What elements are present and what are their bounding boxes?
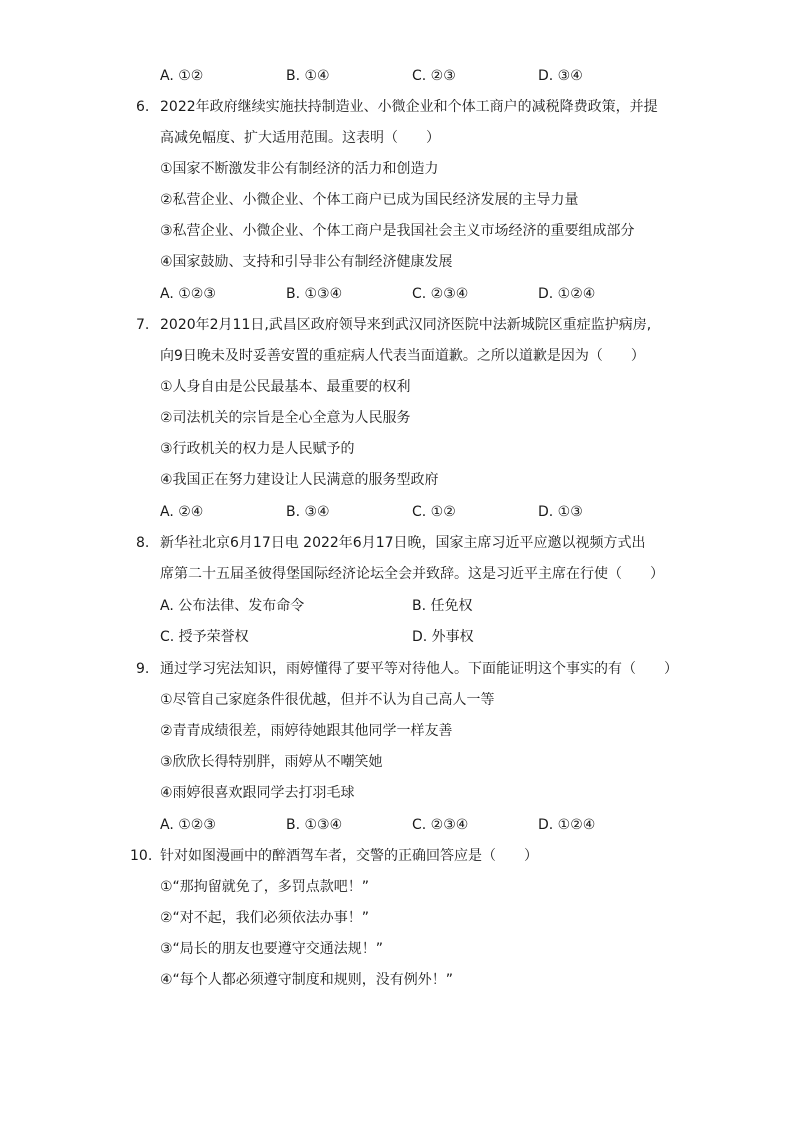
- statement-item: ④雨婷很喜欢跟同学去打羽毛球: [160, 785, 355, 801]
- option-c: C. ②③: [412, 68, 456, 84]
- option-b: B. ①③④: [286, 286, 343, 302]
- option-b: B. ①④: [286, 68, 330, 84]
- option-d: D. 外事权: [412, 629, 474, 645]
- statement-item: ④“每个人都必须遵守制度和规则，没有例外！”: [160, 972, 454, 988]
- statement-item: ①国家不断激发非公有制经济的活力和创造力: [160, 161, 439, 177]
- answer-options: [160, 815, 620, 835]
- question-stem: 2020年2月11日,武昌区政府领导来到武汉同济医院中法新城院区重症监护病房,: [160, 317, 652, 333]
- option-d: D. ①②④: [538, 286, 596, 302]
- question-stem: 2022年政府继续实施扶持制造业、小微企业和个体工商户的减税降费政策，并提: [160, 99, 658, 115]
- answer-options: [160, 502, 620, 522]
- statement-item: ③行政机关的权力是人民赋予的: [160, 441, 355, 457]
- question-number: 9.: [136, 661, 150, 677]
- prev-question-options: [160, 66, 620, 86]
- option-b: B. ①③④: [286, 817, 343, 833]
- statement-item: ③欣欣长得特别胖，雨婷从不嘲笑她: [160, 754, 383, 770]
- statement-item: ②青青成绩很差，雨婷待她跟其他同学一样友善: [160, 723, 453, 739]
- question-stem: 高减免幅度、扩大适用范围。这表明（ ）: [160, 130, 440, 146]
- statement-item: ①“那拘留就免了，多罚点款吧！”: [160, 879, 370, 895]
- option-b: B. 任免权: [412, 598, 473, 614]
- answer-options: [160, 596, 620, 616]
- option-c: C. ②③④: [412, 286, 469, 302]
- statement-item: ③私营企业、小微企业、个体工商户是我国社会主义市场经济的重要组成部分: [160, 223, 635, 239]
- question-stem: 席第二十五届圣彼得堡国际经济论坛全会并致辞。这是习近平主席在行使（ ）: [160, 566, 664, 582]
- statement-item: ①人身自由是公民最基本、最重要的权利: [160, 379, 411, 395]
- question-stem: 新华社北京6月17日电 2022年6月17日晚，国家主席习近平应邀以视频方式出: [160, 535, 646, 551]
- statement-item: ④我国正在努力建设让人民满意的服务型政府: [160, 472, 439, 488]
- statement-item: ③“局长的朋友也要遵守交通法规！”: [160, 941, 384, 957]
- option-d: D. ①②④: [538, 817, 596, 833]
- question-stem: 向9日晚未及时妥善安置的重症病人代表当面道歉。之所以道歉是因为（ ）: [160, 348, 645, 364]
- statement-item: ①尽管自己家庭条件很优越，但并不认为自己高人一等: [160, 692, 495, 708]
- statement-item: ④国家鼓励、支持和引导非公有制经济健康发展: [160, 254, 453, 270]
- question-number: 10.: [130, 848, 153, 864]
- question-stem: 通过学习宪法知识，雨婷懂得了要平等对待他人。下面能证明这个事实的有（ ）: [160, 661, 678, 677]
- statement-item: ②“对不起，我们必须依法办事！”: [160, 910, 370, 926]
- option-d: D. ③④: [538, 68, 583, 84]
- option-a: A. ①②: [160, 68, 204, 84]
- question-stem: 针对如图漫画中的醉酒驾车者，交警的正确回答应是（ ）: [160, 848, 538, 864]
- option-d: D. ①③: [538, 504, 583, 520]
- option-b: B. ③④: [286, 504, 330, 520]
- option-c: C. 授予荣誉权: [160, 629, 249, 645]
- statement-item: ②私营企业、小微企业、个体工商户已成为国民经济发展的主导力量: [160, 192, 579, 208]
- answer-options: [160, 284, 620, 304]
- statement-item: ②司法机关的宗旨是全心全意为人民服务: [160, 410, 411, 426]
- question-number: 6.: [136, 99, 150, 115]
- option-c: C. ②③④: [412, 817, 469, 833]
- question-number: 8.: [136, 535, 150, 551]
- option-a: A. 公布法律、发布命令: [160, 598, 305, 614]
- option-c: C. ①②: [412, 504, 456, 520]
- answer-options: [160, 627, 620, 647]
- option-a: A. ①②③: [160, 817, 216, 833]
- option-a: A. ②④: [160, 504, 204, 520]
- question-number: 7.: [136, 317, 150, 333]
- option-a: A. ①②③: [160, 286, 216, 302]
